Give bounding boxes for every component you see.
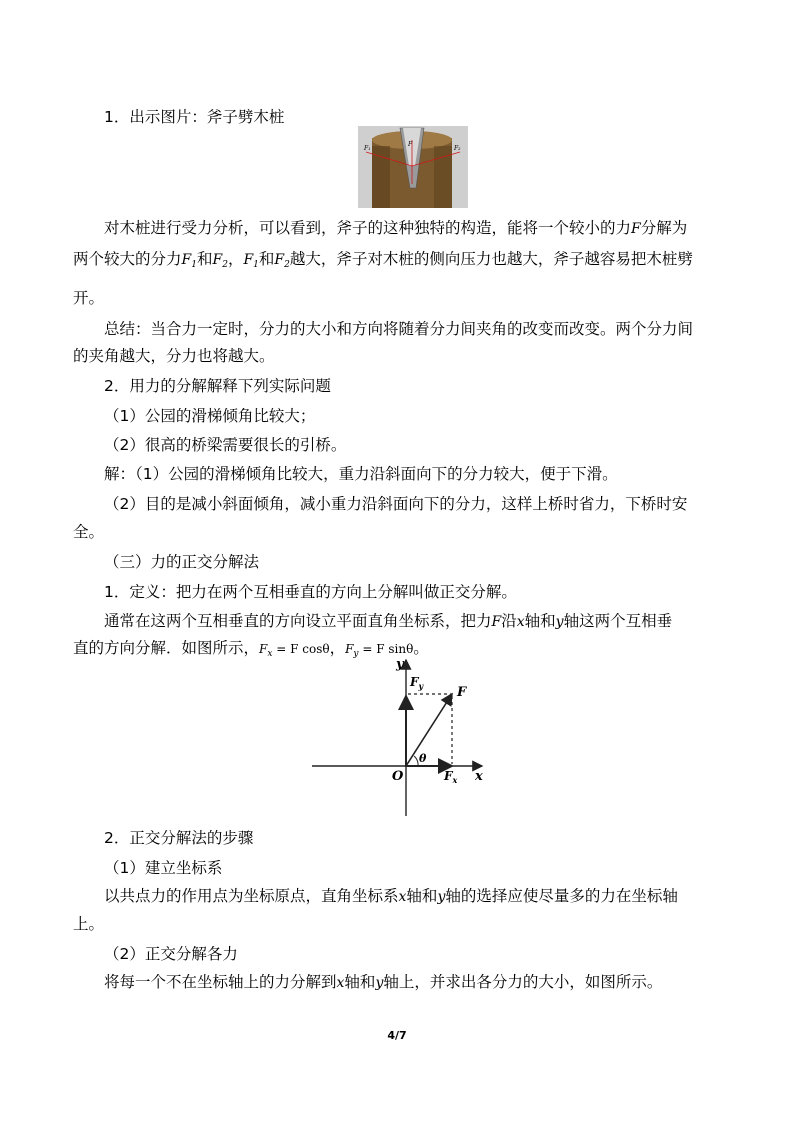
question-1: （1）公园的滑梯倾角比较大； <box>104 407 316 425</box>
summary-line2: 的夹角越大，分力也将越大。 <box>73 347 275 365</box>
y-axis-label: y <box>396 657 404 672</box>
formula-fy: $F_y = F$ sinθ <box>345 642 414 659</box>
theta-label: θ <box>419 752 427 765</box>
step-1-line1: 以共点力的作用点为坐标原点，直角坐标系x轴和y轴的选择应使尽量多的力在坐标轴 <box>104 887 678 905</box>
origin-label: O <box>392 769 404 784</box>
label-f1: F₁ <box>364 145 371 152</box>
question-2: （2）很高的桥梁需要很长的引桥。 <box>104 436 347 454</box>
step-2-heading: （2）正交分解各力 <box>104 945 238 963</box>
definition-line: 1．定义：把力在两个互相垂直的方向上分解叫做正交分解。 <box>104 583 517 601</box>
step-1-line2: 上。 <box>73 915 105 933</box>
force-f-label: F <box>457 685 467 700</box>
label-f2: F₂ <box>454 145 461 152</box>
fx-label: $F_x$ <box>444 769 458 785</box>
page-number: 4/7 <box>387 1029 407 1042</box>
para1-line3: 开。 <box>73 289 105 307</box>
force-f-arrow <box>406 694 452 766</box>
heading-axe-image: 1．出示图片：斧子劈木桩 <box>104 108 285 126</box>
para2-line1: 通常在这两个互相垂直的方向设立平面直角坐标系，把力F沿x轴和y轴这两个互相垂 <box>104 612 673 630</box>
answer-1: 解：（1）公园的滑梯倾角比较大，重力沿斜面向下的分力较大，便于下滑。 <box>104 465 618 483</box>
orthogonal-decomposition-figure <box>310 656 495 818</box>
label-f: F <box>408 141 413 148</box>
formula-fx: $F_x = F$ cosθ <box>259 642 330 659</box>
heading-steps: 2．正交分解法的步骤 <box>104 829 254 847</box>
theta-arc <box>414 756 418 766</box>
fy-label: $F_y$ <box>410 675 424 691</box>
axe-stake-figure <box>358 126 468 208</box>
para1-line2: 两个较大的分力$F_1$和$F_2$，$F_1$和$F_2$越大，斧子对木桩的侧向压力也越大，斧子越容易把木桩劈 <box>73 250 693 270</box>
answer-2-line2: 全。 <box>73 523 105 541</box>
summary-line1: 总结：当合力一定时，分力的大小和方向将随着分力间夹角的改变而改变。两个分力间 <box>104 320 694 338</box>
x-axis-label: x <box>475 769 483 784</box>
step-1-heading: （1）建立坐标系 <box>104 859 223 877</box>
answer-2-line1: （2）目的是减小斜面倾角，减小重力沿斜面向下的分力，这样上桥时省力，下桥时安 <box>104 495 688 513</box>
step-2-line1: 将每一个不在坐标轴上的力分解到x轴和y轴上，并求出各分力的大小，如图所示。 <box>104 973 663 991</box>
para1-line1: 对木桩进行受力分析，可以看到，斧子的这种独特的构造，能将一个较小的力F分解为 <box>104 219 688 237</box>
para2-line2: 直的方向分解．如图所示，$F_x = F$ cosθ，$F_y = F$ sinθ。 <box>73 639 429 659</box>
heading-practical-questions: 2．用力的分解解释下列实际问题 <box>104 377 331 395</box>
section-heading-orthogonal: （三）力的正交分解法 <box>104 553 260 571</box>
